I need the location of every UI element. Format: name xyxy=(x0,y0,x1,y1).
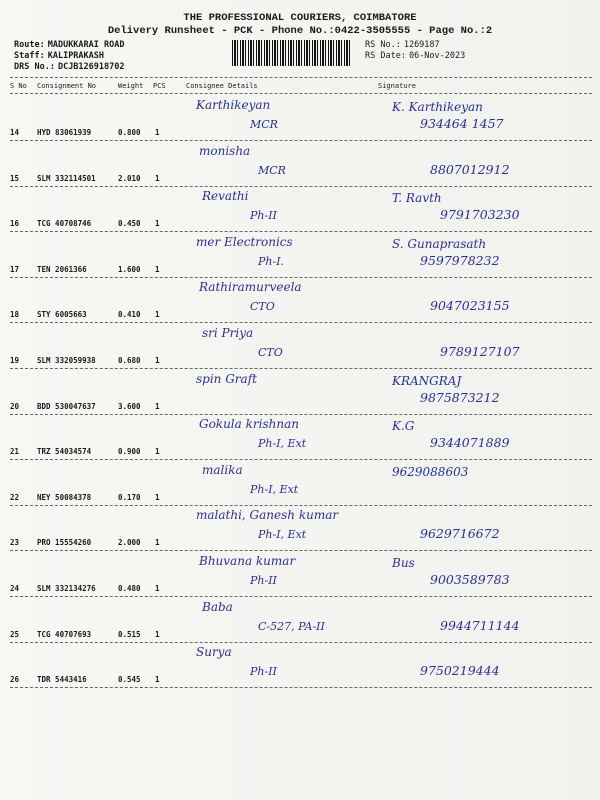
row-consignment-no: TRZ 54034574 xyxy=(37,447,92,457)
row-consignee-name: sri Priya xyxy=(202,326,254,340)
row-pcs: 1 xyxy=(155,447,160,457)
row-consignee-name: Surya xyxy=(196,645,232,660)
row-consignee-address: MCR xyxy=(250,118,278,131)
row-separator xyxy=(10,368,592,369)
row-pcs: 1 xyxy=(155,310,160,320)
row-consignment-no: PRO 15554260 xyxy=(37,538,92,548)
row-separator xyxy=(10,459,592,460)
row-signature-phone: 9875873212 xyxy=(420,389,500,405)
row-weight: 0.410 xyxy=(118,310,141,320)
document-subtitle: Delivery Runsheet - PCK - Phone No.:0422-3505555 - Page No.:2 xyxy=(107,25,493,37)
row-separator xyxy=(10,414,592,415)
row-signature-name: S. Gunaprasath xyxy=(392,236,487,251)
col-header-sno: S No xyxy=(10,82,27,90)
row-weight: 0.900 xyxy=(118,447,141,457)
row-separator xyxy=(10,550,592,551)
staff-value: KALIPRAKASH xyxy=(47,51,105,61)
row-separator xyxy=(10,322,592,323)
row-signature-phone: 9047023155 xyxy=(430,298,510,314)
rs-no-label: RS No.: xyxy=(365,40,401,50)
row-consignee-name: malathi, Ganesh kumar xyxy=(196,508,339,523)
row-sno: 22 xyxy=(10,492,20,502)
col-header-signature: Signature xyxy=(378,82,416,90)
row-consignee-address: Ph-I, Ext xyxy=(250,482,299,496)
row-signature-phone: 9629716672 xyxy=(420,526,500,542)
row-consignee-address: CTO xyxy=(250,300,275,314)
row-pcs: 1 xyxy=(155,173,160,183)
row-consignee-name: Baba xyxy=(202,599,233,614)
row-sno: 16 xyxy=(10,219,20,229)
row-consignee-address: MCR xyxy=(258,163,286,177)
row-pcs: 1 xyxy=(155,219,160,229)
row-separator xyxy=(10,231,592,232)
row-consignment-no: TDR 5443416 xyxy=(37,675,87,685)
row-weight: 3.600 xyxy=(118,401,141,411)
row-consignee-address: CTO xyxy=(258,346,283,359)
row-consignee-address: Ph-II xyxy=(250,665,277,679)
row-consignee-name: Karthikeyan xyxy=(196,98,271,112)
row-weight: 0.515 xyxy=(118,629,141,639)
rs-date-label: RS Date: xyxy=(365,51,406,61)
row-pcs: 1 xyxy=(155,356,160,365)
row-consignee-address: C-527, PA-II xyxy=(258,619,325,633)
row-weight: 0.450 xyxy=(118,219,141,229)
rs-date-value: 06-Nov-2023 xyxy=(408,51,466,61)
row-sno: 24 xyxy=(10,584,20,593)
row-sno: 26 xyxy=(10,675,20,685)
row-pcs: 1 xyxy=(155,629,160,639)
route-label: Route: xyxy=(14,40,45,50)
row-weight: 1.600 xyxy=(118,264,141,274)
row-separator xyxy=(10,596,592,597)
row-consignee-name: mer Electronics xyxy=(196,234,293,249)
row-sno: 18 xyxy=(10,310,20,320)
row-consignee-name: malika xyxy=(202,462,243,477)
row-consignee-address: Ph-II xyxy=(250,209,277,223)
row-separator xyxy=(10,277,592,278)
row-signature-name: Bus xyxy=(392,556,415,570)
row-pcs: 1 xyxy=(155,675,160,685)
row-separator xyxy=(10,186,592,187)
row-consignee-name: spin Graft xyxy=(196,371,257,386)
row-consignment-no: TCG 40707693 xyxy=(37,629,92,639)
row-signature-phone: 9750219444 xyxy=(420,663,500,679)
row-sno: 15 xyxy=(10,173,20,183)
row-weight: 0.170 xyxy=(118,492,141,502)
row-consignee-address: Ph-I, Ext xyxy=(258,437,307,451)
header-rule-bottom xyxy=(10,93,592,94)
row-weight: 0.480 xyxy=(118,584,141,593)
row-consignment-no: SLM 332059938 xyxy=(37,356,96,365)
row-sno: 19 xyxy=(10,356,20,365)
row-sno: 21 xyxy=(10,447,20,457)
row-signature-name: K.G xyxy=(392,419,415,434)
row-sno: 23 xyxy=(10,538,20,548)
drs-line xyxy=(14,62,124,72)
document-title: THE PROFESSIONAL COURIERS, COIMBATORE xyxy=(183,12,417,24)
col-header-pcs: PCS xyxy=(153,82,166,90)
row-consignee-name: Gokula krishnan xyxy=(199,417,299,432)
row-signature-phone: 9944711144 xyxy=(440,617,520,633)
row-separator xyxy=(10,642,592,643)
row-pcs: 1 xyxy=(155,492,160,502)
col-header-weight: Weight xyxy=(118,82,144,90)
row-signature-phone: 934464 1457 xyxy=(420,116,504,131)
row-consignment-no: BDD 530047637 xyxy=(37,401,96,411)
row-consignment-no: SLM 332134276 xyxy=(37,584,96,593)
row-signature-phone: 9597978232 xyxy=(420,252,500,268)
row-weight: 0.545 xyxy=(118,675,141,685)
row-signature-phone: 9344071889 xyxy=(430,435,510,451)
staff-line xyxy=(14,51,104,61)
row-consignee-address: Ph-I, Ext xyxy=(258,528,307,542)
route-line xyxy=(14,40,124,50)
row-signature-phone: 9789127107 xyxy=(440,344,520,359)
row-weight: 2.010 xyxy=(118,173,141,183)
row-separator xyxy=(10,687,592,688)
row-sno: 25 xyxy=(10,629,20,639)
row-consignment-no: TCG 40708746 xyxy=(37,219,92,229)
rs-no-line xyxy=(365,40,440,50)
header-rule-top xyxy=(10,77,592,78)
row-consignee-name: Bhuvana kumar xyxy=(199,554,296,568)
row-consignee-name: Rathiramurveela xyxy=(199,280,302,295)
row-signature-phone: 9791703230 xyxy=(440,207,520,223)
row-pcs: 1 xyxy=(155,128,160,137)
col-header-consignment: Consignment No xyxy=(37,82,97,90)
row-signature-name: K. Karthikeyan xyxy=(392,100,483,114)
row-separator xyxy=(10,505,592,506)
row-consignment-no: STY 6005663 xyxy=(37,310,87,320)
row-consignee-address: Ph-II xyxy=(250,574,277,587)
row-sno: 20 xyxy=(10,401,20,411)
drs-label: DRS No.: xyxy=(14,62,55,72)
row-sno: 17 xyxy=(10,264,20,274)
row-signature-phone: 8807012912 xyxy=(430,161,510,177)
row-consignment-no: NEY 50084378 xyxy=(37,492,92,502)
rs-date-line xyxy=(365,51,465,61)
row-consignment-no: TEN 2061366 xyxy=(37,264,87,274)
rs-no-value: 1269187 xyxy=(403,40,440,50)
row-signature-name: 9629088603 xyxy=(392,464,469,479)
row-sno: 14 xyxy=(10,128,20,137)
drs-value: DCJB126918702 xyxy=(57,62,125,72)
row-consignment-no: SLM 332114501 xyxy=(37,173,96,183)
staff-label: Staff: xyxy=(14,51,45,61)
row-consignee-name: monisha xyxy=(199,143,251,158)
row-weight: 0.800 xyxy=(118,128,141,137)
row-weight: 2.000 xyxy=(118,538,141,548)
row-consignment-no: HYD 83061939 xyxy=(37,128,92,137)
row-signature-name: KRANGRAJ xyxy=(392,373,462,388)
barcode-image xyxy=(232,40,352,66)
row-separator xyxy=(10,140,592,141)
row-pcs: 1 xyxy=(155,401,160,411)
row-pcs: 1 xyxy=(155,538,160,548)
row-pcs: 1 xyxy=(155,584,160,593)
row-consignee-name: Revathi xyxy=(202,189,249,204)
route-value: MADUKKARAI ROAD xyxy=(47,40,125,50)
row-signature-phone: 9003589783 xyxy=(430,572,510,587)
row-pcs: 1 xyxy=(155,264,160,274)
col-header-consignee: Consignee Details xyxy=(186,82,258,90)
row-signature-name: T. Ravth xyxy=(392,191,442,206)
row-consignee-address: Ph-I. xyxy=(258,254,285,268)
row-weight: 0.680 xyxy=(118,356,141,365)
